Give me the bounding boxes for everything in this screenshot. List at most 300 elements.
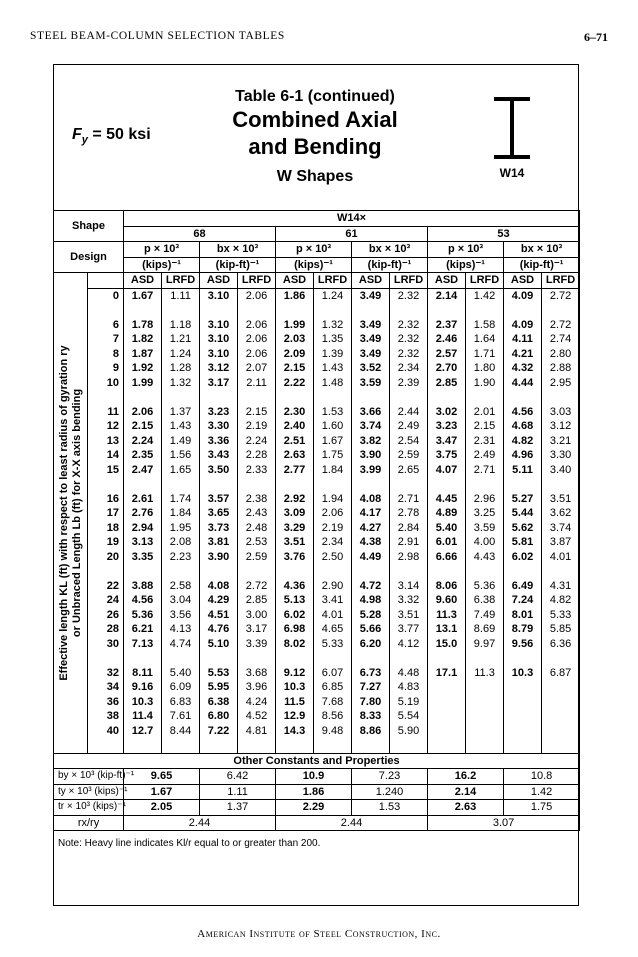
table-cell: 8.11 bbox=[124, 666, 162, 681]
running-head bbox=[30, 30, 608, 46]
table-cell: 2.63 bbox=[276, 448, 314, 463]
method-asd: ASD bbox=[504, 273, 542, 289]
table-cell: 4.38 bbox=[352, 535, 390, 550]
table-cell bbox=[542, 695, 580, 710]
table-cell: 9.60 bbox=[428, 593, 466, 608]
units-label: (kips)⁻¹ bbox=[428, 257, 504, 273]
constants-value: 6.42 bbox=[200, 769, 276, 785]
table-row bbox=[54, 288, 580, 303]
table-cell: 4.17 bbox=[352, 506, 390, 521]
units-label: (kip-ft)⁻¹ bbox=[504, 257, 580, 273]
page-number: 6–71 bbox=[584, 30, 608, 44]
kl-value: 28 bbox=[88, 622, 124, 637]
table-cell: 1.37 bbox=[162, 405, 200, 420]
table-row bbox=[54, 695, 580, 710]
table-cell: 11.3 bbox=[428, 608, 466, 623]
table-cell: 3.32 bbox=[390, 593, 428, 608]
gap-cell bbox=[428, 651, 466, 666]
table-cell: 5.11 bbox=[504, 463, 542, 478]
table-cell bbox=[542, 680, 580, 695]
table-cell: 2.28 bbox=[238, 448, 276, 463]
table-cell bbox=[428, 709, 466, 724]
kl-value: 9 bbox=[88, 361, 124, 376]
table-cell: 1.78 bbox=[124, 318, 162, 333]
table-cell: 3.73 bbox=[200, 521, 238, 536]
table-cell: 2.19 bbox=[238, 419, 276, 434]
gap-cell bbox=[276, 477, 314, 492]
group-header: p × 10³ bbox=[276, 242, 352, 258]
gap-cell bbox=[162, 651, 200, 666]
kl-value: 22 bbox=[88, 579, 124, 594]
gap-cell bbox=[88, 651, 124, 666]
gap-cell bbox=[314, 390, 352, 405]
table-cell: 3.77 bbox=[390, 622, 428, 637]
table-cell: 3.68 bbox=[238, 666, 276, 681]
table-cell: 2.71 bbox=[390, 492, 428, 507]
table-cell: 2.32 bbox=[390, 347, 428, 362]
table-row bbox=[54, 666, 580, 681]
table-cell: 2.09 bbox=[276, 347, 314, 362]
table-cell: 1.43 bbox=[314, 361, 352, 376]
table-cell: 1.43 bbox=[162, 419, 200, 434]
table-cell: 6.49 bbox=[504, 579, 542, 594]
method-lrfd: LRFD bbox=[466, 273, 504, 289]
gap-cell bbox=[466, 564, 504, 579]
table-cell: 1.58 bbox=[466, 318, 504, 333]
kl-value: 32 bbox=[88, 666, 124, 681]
constants-row bbox=[54, 800, 580, 816]
table-row bbox=[54, 521, 580, 536]
table-cell: 2.34 bbox=[390, 361, 428, 376]
table-cell: 1.99 bbox=[124, 376, 162, 391]
gap-cell bbox=[466, 390, 504, 405]
group-gap bbox=[54, 651, 580, 666]
group-header: bx × 10³ bbox=[352, 242, 428, 258]
table-cell: 5.40 bbox=[162, 666, 200, 681]
table-cell: 7.49 bbox=[466, 608, 504, 623]
gap-cell bbox=[238, 651, 276, 666]
table-cell: 5.81 bbox=[504, 535, 542, 550]
table-cell: 6.98 bbox=[276, 622, 314, 637]
table-cell: 4.32 bbox=[504, 361, 542, 376]
constants-value: 2.29 bbox=[276, 800, 352, 816]
constants-value: 1.75 bbox=[504, 800, 580, 816]
method-row bbox=[54, 273, 580, 289]
table-cell: 1.39 bbox=[314, 347, 352, 362]
table-cell: 2.11 bbox=[238, 376, 276, 391]
method-asd: ASD bbox=[276, 273, 314, 289]
table-cell: 4.44 bbox=[504, 376, 542, 391]
yield-strength-label: $F_y = 50$ ksi bbox=[72, 126, 151, 147]
table-cell: 3.51 bbox=[390, 608, 428, 623]
constants-label: ty × 10³ (kips)⁻¹ bbox=[54, 784, 124, 800]
table-cell: 2.85 bbox=[428, 376, 466, 391]
table-cell: 10.3 bbox=[276, 680, 314, 695]
table-cell: 5.28 bbox=[352, 608, 390, 623]
gap-cell bbox=[542, 477, 580, 492]
table-row bbox=[54, 579, 580, 594]
table-cell: 4.00 bbox=[466, 535, 504, 550]
table-cell: 6.07 bbox=[314, 666, 352, 681]
table-cell: 1.75 bbox=[314, 448, 352, 463]
table-cell: 2.35 bbox=[124, 448, 162, 463]
constants-value: 10.8 bbox=[504, 769, 580, 785]
table-cell: 2.32 bbox=[390, 288, 428, 303]
constants-value: 1.37 bbox=[200, 800, 276, 816]
table-cell: 4.72 bbox=[352, 579, 390, 594]
table-cell: 3.30 bbox=[200, 419, 238, 434]
table-cell: 4.74 bbox=[162, 637, 200, 652]
table-cell: 4.08 bbox=[352, 492, 390, 507]
table-cell: 2.19 bbox=[314, 521, 352, 536]
table-cell: 3.66 bbox=[352, 405, 390, 420]
table-cell: 3.10 bbox=[200, 288, 238, 303]
table-cell: 4.01 bbox=[542, 550, 580, 565]
table-cell: 5.33 bbox=[542, 608, 580, 623]
table-row bbox=[54, 434, 580, 449]
table-cell: 2.31 bbox=[466, 434, 504, 449]
gap-cell bbox=[162, 564, 200, 579]
table-cell: 1.24 bbox=[314, 288, 352, 303]
table-cell: 17.1 bbox=[428, 666, 466, 681]
table-cell: 4.45 bbox=[428, 492, 466, 507]
table-cell: 5.10 bbox=[200, 637, 238, 652]
table-cell: 1.21 bbox=[162, 332, 200, 347]
table-cell: 2.32 bbox=[390, 332, 428, 347]
table-cell: 2.58 bbox=[162, 579, 200, 594]
gap-cell bbox=[504, 477, 542, 492]
table-cell: 2.71 bbox=[466, 463, 504, 478]
table-cell: 1.94 bbox=[314, 492, 352, 507]
gap-cell bbox=[124, 738, 162, 753]
table-cell: 2.72 bbox=[542, 318, 580, 333]
table-cell: 1.60 bbox=[314, 419, 352, 434]
table-cell: 2.59 bbox=[238, 550, 276, 565]
table-cell: 3.43 bbox=[200, 448, 238, 463]
table-cell: 3.90 bbox=[200, 550, 238, 565]
table-cell: 4.48 bbox=[390, 666, 428, 681]
table-cell: 2.32 bbox=[390, 318, 428, 333]
gap-cell bbox=[542, 651, 580, 666]
group-header: bx × 10³ bbox=[200, 242, 276, 258]
gap-cell bbox=[466, 303, 504, 318]
table-cell: 4.21 bbox=[504, 347, 542, 362]
table-cell: 4.24 bbox=[238, 695, 276, 710]
method-lrfd: LRFD bbox=[162, 273, 200, 289]
table-cell: 2.24 bbox=[124, 434, 162, 449]
table-cell bbox=[428, 680, 466, 695]
table-cell: 3.50 bbox=[200, 463, 238, 478]
table-cell: 2.95 bbox=[542, 376, 580, 391]
gap-cell bbox=[352, 477, 390, 492]
table-cell: 2.57 bbox=[428, 347, 466, 362]
table-cell: 2.59 bbox=[390, 448, 428, 463]
kl-value: 0 bbox=[88, 288, 124, 303]
table-cell: 2.61 bbox=[124, 492, 162, 507]
table-cell bbox=[542, 709, 580, 724]
table-cell: 7.24 bbox=[504, 593, 542, 608]
gap-cell bbox=[124, 477, 162, 492]
gap-cell bbox=[162, 477, 200, 492]
other-constants-title: Other Constants and Properties bbox=[54, 753, 580, 769]
table-cell: 3.40 bbox=[542, 463, 580, 478]
weight-53: 53 bbox=[428, 226, 580, 242]
constants-row bbox=[54, 784, 580, 800]
table-cell: 3.74 bbox=[352, 419, 390, 434]
table-cell: 4.27 bbox=[352, 521, 390, 536]
table-cell: 4.81 bbox=[238, 724, 276, 739]
gap-cell bbox=[200, 651, 238, 666]
table-cell: 2.49 bbox=[390, 419, 428, 434]
table-cell: 11.4 bbox=[124, 709, 162, 724]
ratio-row bbox=[54, 815, 580, 831]
constants-value: 1.240 bbox=[352, 784, 428, 800]
constants-label: tr × 10³ (kips)⁻¹ bbox=[54, 800, 124, 816]
gap-cell bbox=[352, 738, 390, 753]
table-cell: 1.64 bbox=[466, 332, 504, 347]
table-cell: 9.56 bbox=[504, 637, 542, 652]
table-cell: 1.18 bbox=[162, 318, 200, 333]
method-asd: ASD bbox=[200, 273, 238, 289]
table-cell: 2.77 bbox=[276, 463, 314, 478]
table-cell: 4.83 bbox=[390, 680, 428, 695]
table-cell: 1.84 bbox=[314, 463, 352, 478]
table-cell: 6.38 bbox=[200, 695, 238, 710]
table-cell: 9.16 bbox=[124, 680, 162, 695]
table-cell: 5.44 bbox=[504, 506, 542, 521]
table-cell: 3.03 bbox=[542, 405, 580, 420]
gap-cell bbox=[276, 651, 314, 666]
table-cell: 1.28 bbox=[162, 361, 200, 376]
gap-cell bbox=[542, 303, 580, 318]
gap-cell bbox=[504, 564, 542, 579]
table-cell: 1.67 bbox=[124, 288, 162, 303]
table-cell: 9.48 bbox=[314, 724, 352, 739]
publisher-footer: American Institute of Steel Construction, Inc. bbox=[197, 928, 441, 940]
table-cell: 3.12 bbox=[200, 361, 238, 376]
table-cell: 2.23 bbox=[162, 550, 200, 565]
gap-cell bbox=[124, 303, 162, 318]
method-asd: ASD bbox=[428, 273, 466, 289]
table-row bbox=[54, 347, 580, 362]
gap-cell bbox=[124, 564, 162, 579]
table-cell: 2.78 bbox=[390, 506, 428, 521]
table-cell: 5.36 bbox=[124, 608, 162, 623]
table-row bbox=[54, 535, 580, 550]
table-cell: 6.66 bbox=[428, 550, 466, 565]
table-cell: 2.06 bbox=[238, 332, 276, 347]
table-cell: 12.7 bbox=[124, 724, 162, 739]
table-cell: 3.88 bbox=[124, 579, 162, 594]
table-cell: 2.92 bbox=[276, 492, 314, 507]
gap-cell bbox=[200, 477, 238, 492]
table-cell: 1.87 bbox=[124, 347, 162, 362]
gap-cell bbox=[314, 303, 352, 318]
kl-value: 16 bbox=[88, 492, 124, 507]
constants-label: by × 10³ (kip-ft)⁻¹ bbox=[54, 769, 124, 785]
table-cell: 1.90 bbox=[466, 376, 504, 391]
table-cell: 3.09 bbox=[276, 506, 314, 521]
constants-row bbox=[54, 769, 580, 785]
gap-cell bbox=[390, 651, 428, 666]
table-cell: 2.06 bbox=[238, 288, 276, 303]
table-row bbox=[54, 506, 580, 521]
table-cell: 1.65 bbox=[162, 463, 200, 478]
table-cell: 3.17 bbox=[200, 376, 238, 391]
table-cell: 1.92 bbox=[124, 361, 162, 376]
table-cell: 5.66 bbox=[352, 622, 390, 637]
table-cell: 7.22 bbox=[200, 724, 238, 739]
table-cell: 2.15 bbox=[466, 419, 504, 434]
table-cell: 2.70 bbox=[428, 361, 466, 376]
table-cell: 8.02 bbox=[276, 637, 314, 652]
group-header: p × 10³ bbox=[124, 242, 200, 258]
table-cell: 9.97 bbox=[466, 637, 504, 652]
table-cell: 2.15 bbox=[124, 419, 162, 434]
gap-cell bbox=[428, 477, 466, 492]
title-block bbox=[190, 88, 440, 186]
table-cell: 6.01 bbox=[428, 535, 466, 550]
gap-cell bbox=[88, 738, 124, 753]
gap-cell bbox=[390, 564, 428, 579]
method-asd: ASD bbox=[124, 273, 162, 289]
table-cell: 2.50 bbox=[314, 550, 352, 565]
table-cell: 4.82 bbox=[504, 434, 542, 449]
table-cell: 2.90 bbox=[314, 579, 352, 594]
design-label: Design bbox=[54, 242, 124, 273]
table-cell: 7.80 bbox=[352, 695, 390, 710]
table-cell: 3.59 bbox=[352, 376, 390, 391]
table-cell: 2.06 bbox=[124, 405, 162, 420]
table-cell: 4.13 bbox=[162, 622, 200, 637]
table-cell: 3.51 bbox=[276, 535, 314, 550]
side-label-text: Effective length KL (ft) with respect to least radius of gyration ry or Unbraced Length Lb (ft) for X-X axis bending bbox=[57, 345, 83, 681]
table-row bbox=[54, 709, 580, 724]
gap-cell bbox=[238, 564, 276, 579]
table-cell: 3.76 bbox=[276, 550, 314, 565]
kl-value: 20 bbox=[88, 550, 124, 565]
table-cell: 3.30 bbox=[542, 448, 580, 463]
table-cell: 6.09 bbox=[162, 680, 200, 695]
gap-cell bbox=[504, 651, 542, 666]
shape-label: Shape bbox=[54, 211, 124, 242]
table-cell: 2.08 bbox=[162, 535, 200, 550]
table-cell bbox=[466, 709, 504, 724]
ratio-label: rx/ry bbox=[54, 815, 124, 831]
table-row bbox=[54, 680, 580, 695]
table-cell: 8.06 bbox=[428, 579, 466, 594]
kl-value: 12 bbox=[88, 419, 124, 434]
table-cell: 8.69 bbox=[466, 622, 504, 637]
table-cell bbox=[504, 724, 542, 739]
table-cell: 8.86 bbox=[352, 724, 390, 739]
table-cell: 1.84 bbox=[162, 506, 200, 521]
gap-cell bbox=[200, 390, 238, 405]
kl-value: 7 bbox=[88, 332, 124, 347]
method-lrfd: LRFD bbox=[314, 273, 352, 289]
section-label: W14 bbox=[499, 166, 525, 180]
table-cell: 4.36 bbox=[276, 579, 314, 594]
gap-cell bbox=[466, 738, 504, 753]
table-row bbox=[54, 492, 580, 507]
table-cell: 4.11 bbox=[504, 332, 542, 347]
table-cell bbox=[466, 724, 504, 739]
gap-cell bbox=[276, 390, 314, 405]
table-cell: 3.65 bbox=[200, 506, 238, 521]
table-cell: 3.56 bbox=[162, 608, 200, 623]
table-cell: 2.76 bbox=[124, 506, 162, 521]
table-cell: 1.82 bbox=[124, 332, 162, 347]
table-cell bbox=[466, 680, 504, 695]
method-lrfd: LRFD bbox=[542, 273, 580, 289]
table-cell: 3.51 bbox=[542, 492, 580, 507]
table-cell bbox=[504, 709, 542, 724]
gap-cell bbox=[238, 477, 276, 492]
table-cell: 2.65 bbox=[390, 463, 428, 478]
kl-value: 38 bbox=[88, 709, 124, 724]
table-cell: 3.59 bbox=[466, 521, 504, 536]
table-cell: 3.49 bbox=[352, 318, 390, 333]
table-cell: 3.52 bbox=[352, 361, 390, 376]
table-cell: 3.29 bbox=[276, 521, 314, 536]
kl-value: 19 bbox=[88, 535, 124, 550]
constants-value: 1.53 bbox=[352, 800, 428, 816]
units-row bbox=[54, 257, 580, 273]
table-cell: 4.98 bbox=[352, 593, 390, 608]
table-cell: 3.49 bbox=[352, 288, 390, 303]
group-header: bx × 10³ bbox=[504, 242, 580, 258]
table-cell: 2.01 bbox=[466, 405, 504, 420]
table-row bbox=[54, 376, 580, 391]
gap-cell bbox=[352, 390, 390, 405]
table-cell: 4.65 bbox=[314, 622, 352, 637]
table-cell: 2.85 bbox=[238, 593, 276, 608]
table-cell: 1.86 bbox=[276, 288, 314, 303]
table-cell: 12.9 bbox=[276, 709, 314, 724]
table-cell: 4.29 bbox=[200, 593, 238, 608]
table-cell: 4.01 bbox=[314, 608, 352, 623]
gap-cell bbox=[428, 390, 466, 405]
table-number: Table 6-1 (continued) bbox=[235, 88, 395, 105]
units-label: (kips)⁻¹ bbox=[276, 257, 352, 273]
table-cell: 2.24 bbox=[238, 434, 276, 449]
table-row bbox=[54, 318, 580, 333]
table-cell: 2.43 bbox=[238, 506, 276, 521]
table-cell: 4.56 bbox=[124, 593, 162, 608]
table-subtitle: W Shapes bbox=[276, 168, 354, 185]
table-cell: 2.54 bbox=[390, 434, 428, 449]
gap-cell bbox=[162, 390, 200, 405]
table-cell: 1.95 bbox=[162, 521, 200, 536]
table-cell: 3.10 bbox=[200, 318, 238, 333]
table-cell: 3.99 bbox=[352, 463, 390, 478]
table-cell: 3.21 bbox=[542, 434, 580, 449]
gap-cell bbox=[314, 738, 352, 753]
table-cell: 2.06 bbox=[314, 506, 352, 521]
ratio-value: 2.44 bbox=[276, 815, 428, 831]
table-cell: 3.49 bbox=[352, 332, 390, 347]
table-cell: 1.74 bbox=[162, 492, 200, 507]
table-cell: 11.5 bbox=[276, 695, 314, 710]
gap-cell bbox=[124, 390, 162, 405]
table-cell: 1.32 bbox=[314, 318, 352, 333]
table-cell: 8.01 bbox=[504, 608, 542, 623]
table-cell: 2.03 bbox=[276, 332, 314, 347]
gap-cell bbox=[88, 303, 124, 318]
group-gap bbox=[54, 390, 580, 405]
table-cell: 13.1 bbox=[428, 622, 466, 637]
group-header-row bbox=[54, 242, 580, 258]
